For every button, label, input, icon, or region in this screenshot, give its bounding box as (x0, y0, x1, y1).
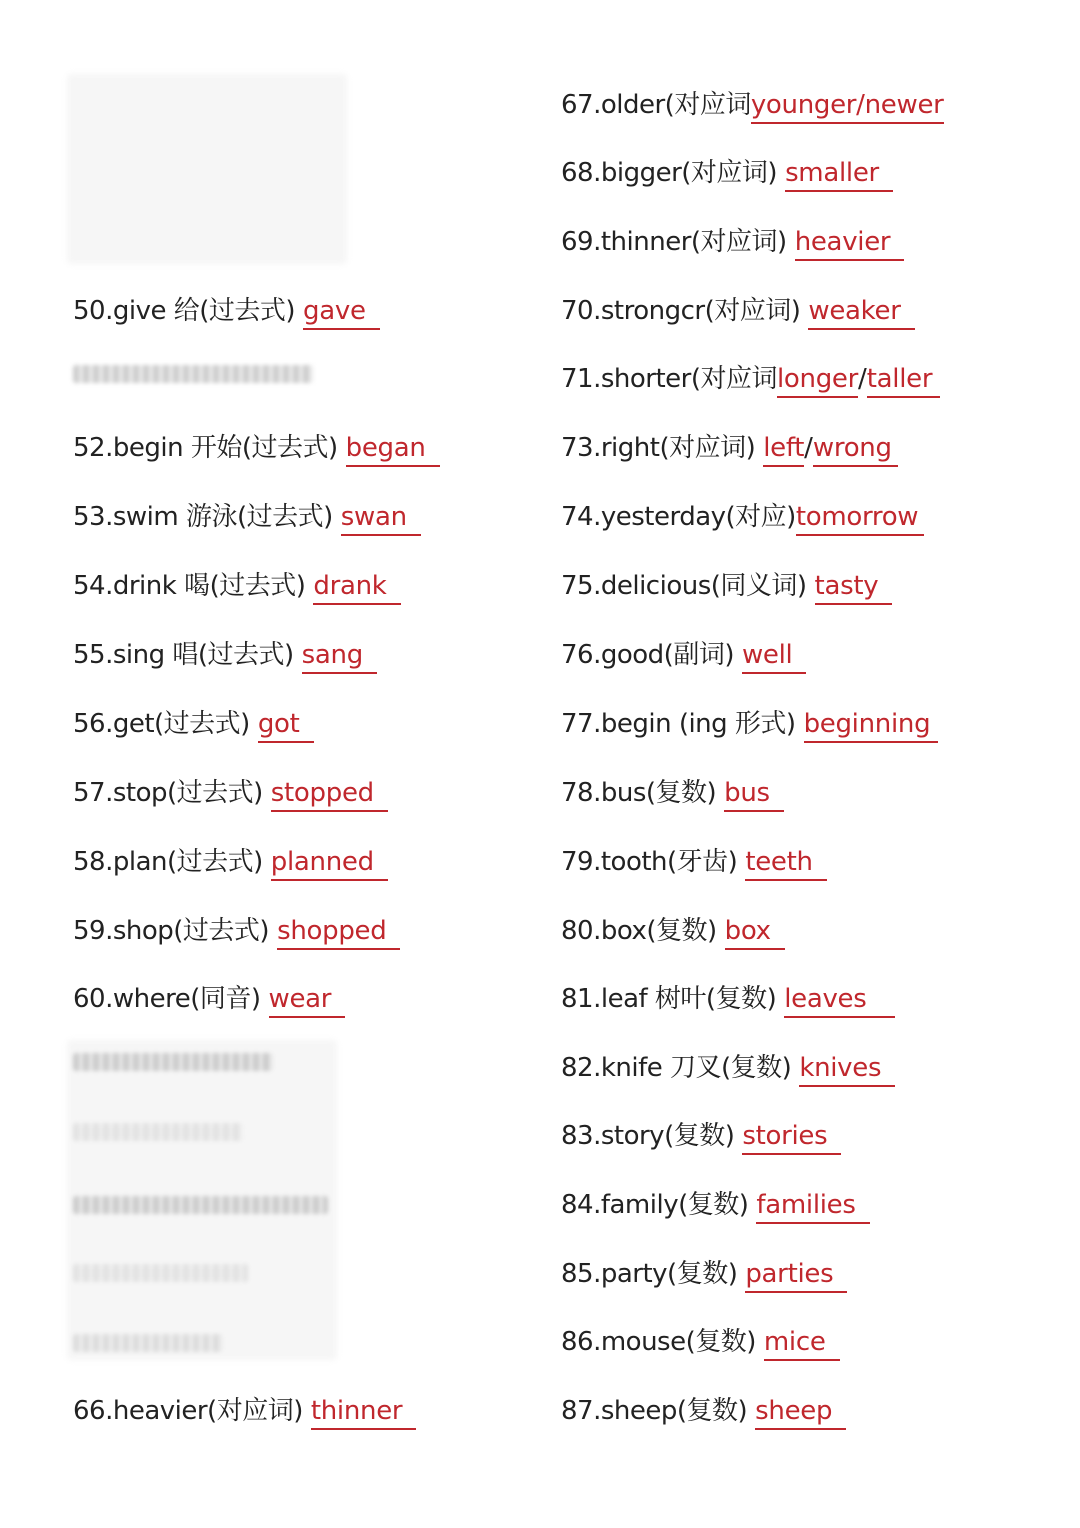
item-prompt: 87.sheep(复数) (561, 1396, 748, 1426)
item-prompt: 69.thinner(对应词) (561, 227, 787, 257)
item-prompt: 79.tooth(牙齿) (561, 847, 738, 877)
blurred-item (73, 1123, 243, 1141)
item-prompt: 68.bigger(对应词) (561, 158, 778, 188)
item-prompt: 53.swim 游泳(过去式) (73, 502, 333, 532)
item-prompt: 71.shorter(对应词 (561, 364, 777, 394)
item-prompt: 82.knife 刀叉(复数) (561, 1053, 792, 1083)
list-item (73, 486, 421, 536)
item-answer: sang (302, 642, 377, 674)
item-answer: mice (764, 1329, 840, 1361)
blurred-item (73, 1196, 328, 1214)
blurred-region-top (67, 74, 347, 264)
item-prompt: 58.plan(过去式) (73, 847, 263, 877)
item-answer: parties (745, 1261, 847, 1293)
list-item (73, 900, 400, 950)
list-item (561, 693, 938, 743)
item-prompt: 76.good(副词) (561, 640, 734, 670)
item-prompt: 83.story(复数) (561, 1121, 735, 1151)
item-answer: stopped (271, 780, 388, 812)
item-answer: beginning (804, 711, 939, 743)
list-item (561, 486, 924, 536)
item-answer: drank (313, 573, 400, 605)
list-item (561, 968, 895, 1018)
list-item (561, 900, 785, 950)
list-item (561, 762, 784, 812)
item-prompt: 60.where(同音) (73, 984, 261, 1014)
item-answer: tasty (815, 573, 893, 605)
list-item (73, 417, 440, 467)
item-prompt: 50.give 给(过去式) (73, 296, 296, 326)
item-prompt: 70.strongcr(对应词) (561, 296, 801, 326)
item-answer: teeth (745, 849, 826, 881)
item-prompt: 85.party(复数) (561, 1259, 738, 1289)
list-item (73, 555, 401, 605)
item-answer: leaves (784, 986, 894, 1018)
item-prompt: 67.older(对应词 (561, 90, 751, 120)
list-item (561, 1243, 847, 1293)
item-prompt: 73.right(对应词) (561, 433, 756, 463)
list-item (73, 762, 388, 812)
item-answer: left (763, 435, 804, 467)
item-answer: box (725, 918, 785, 950)
item-answer: smaller (785, 160, 893, 192)
answer-separator: / (858, 364, 867, 394)
list-item (561, 211, 904, 261)
list-item (561, 1037, 895, 1087)
item-prompt: 81.leaf 树叶(复数) (561, 984, 777, 1014)
item-answer: swan (341, 504, 421, 536)
item-prompt: 80.box(复数) (561, 916, 717, 946)
blurred-item (73, 365, 313, 383)
list-item (73, 831, 388, 881)
list-item (561, 1105, 841, 1155)
item-prompt: 74.yesterday(对应) (561, 502, 796, 532)
item-answer-alt: wrong (813, 435, 898, 467)
list-item (561, 280, 915, 330)
item-prompt: 66.heavier(对应词) (73, 1396, 303, 1426)
list-item (561, 417, 898, 467)
list-item (73, 968, 345, 1018)
item-answer: younger/newer (751, 92, 944, 124)
item-prompt: 75.delicious(同义词) (561, 571, 807, 601)
item-answer: well (742, 642, 807, 674)
list-item (561, 74, 944, 124)
list-item (561, 831, 827, 881)
list-item (73, 693, 314, 743)
item-answer: gave (303, 298, 380, 330)
answer-separator: / (804, 433, 813, 463)
item-prompt: 77.begin (ing 形式) (561, 709, 796, 739)
list-item (561, 1380, 846, 1430)
item-answer: stories (742, 1123, 841, 1155)
blurred-item (73, 1334, 223, 1352)
item-answer: planned (271, 849, 388, 881)
item-answer: sheep (755, 1398, 846, 1430)
item-prompt: 56.get(过去式) (73, 709, 250, 739)
item-answer: began (346, 435, 440, 467)
list-item (73, 280, 380, 330)
item-answer: thinner (311, 1398, 416, 1430)
item-answer: tomorrow (796, 504, 924, 536)
blurred-item (73, 1264, 248, 1282)
item-prompt: 84.family(复数) (561, 1190, 749, 1220)
item-prompt: 54.drink 喝(过去式) (73, 571, 306, 601)
item-prompt: 55.sing 唱(过去式) (73, 640, 294, 670)
list-item (561, 555, 892, 605)
item-answer: weaker (808, 298, 914, 330)
item-prompt: 57.stop(过去式) (73, 778, 263, 808)
list-item (73, 1380, 416, 1430)
item-answer: wear (269, 986, 346, 1018)
item-answer: longer (777, 366, 858, 398)
item-answer: families (756, 1192, 869, 1224)
item-answer: bus (724, 780, 784, 812)
item-answer: shopped (277, 918, 400, 950)
list-item (561, 348, 940, 398)
list-item (73, 624, 377, 674)
item-prompt: 52.begin 开始(过去式) (73, 433, 338, 463)
item-answer-alt: taller (867, 366, 940, 398)
item-answer: knives (799, 1055, 895, 1087)
item-answer: heavier (795, 229, 905, 261)
item-prompt: 78.bus(复数) (561, 778, 717, 808)
list-item (561, 1174, 870, 1224)
item-prompt: 86.mouse(复数) (561, 1327, 756, 1357)
list-item (561, 142, 893, 192)
item-answer: got (258, 711, 314, 743)
blurred-item (73, 1053, 273, 1071)
list-item (561, 1311, 840, 1361)
list-item (561, 624, 806, 674)
item-prompt: 59.shop(过去式) (73, 916, 270, 946)
